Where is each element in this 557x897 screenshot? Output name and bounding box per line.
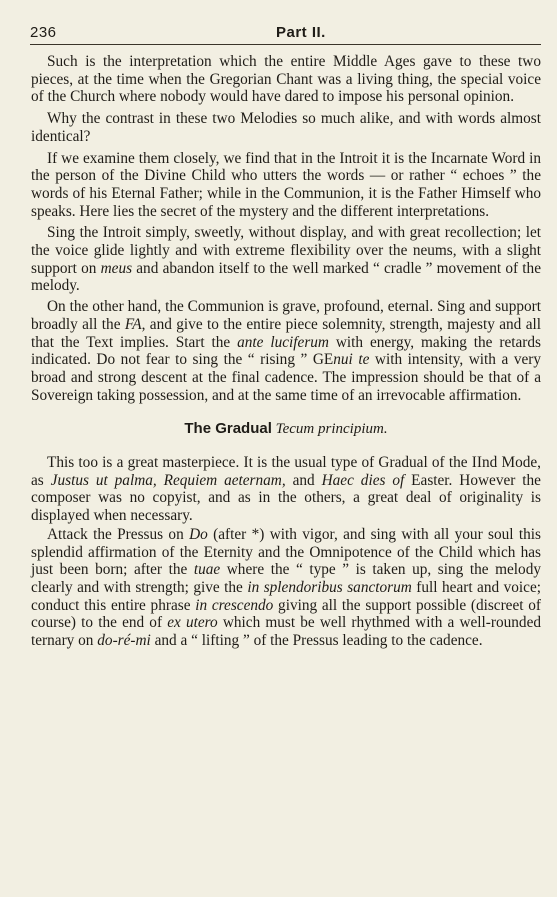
italic-text: in splendoribus sanctorum [247,578,412,596]
text-run: where the “ type ” is taken up, sing the melody clearly and with strength; give the [31,561,541,596]
header-rule [30,44,541,45]
section-heading [31,420,541,439]
part-title: Part II. [276,24,326,41]
body-text [31,53,541,650]
italic-text: do-ré-mi [97,632,151,650]
paragraph-group-2 [31,454,541,650]
section-heading-title: Tecum principium. [275,421,388,438]
paragraph [31,454,541,525]
paragraph [31,110,541,145]
text-run: Sing the Introit simply, sweetly, without display, and with great recollection; let the voice glide lightly and with extreme flexibility over the neums, with a slight support on [31,224,541,277]
italic-text: ante luciferum [237,333,329,351]
page-number: 236 [30,24,57,41]
text-run: , and give to the entire piece solemnity, strength, majesty and all that the Text implies. Start the [31,315,541,351]
text-run: and abandon itself to the well marked “ cradle ” movement of the melody. [31,259,541,295]
paragraph [31,526,541,650]
text-run: giving all the support possible (discreet of course) to the end of [31,596,541,632]
italic-text: ex utero [167,614,218,632]
text-run: and a “ lifting ” of the Pressus leading to the cadence. [150,632,483,650]
text-run: Such is the interpretation which the entire Middle Ages gave to these two pieces, at the time when the Gregorian Chant was a living thing, the special voice of the Church where nobody would have dared to impose his personal opinion. [31,53,541,106]
text-run: If we examine them closely, we find that in the Introit it is the Incarnate Word in the person of the Divine Child who utters the words — or rather “ echoes ” the words of his Eternal Father; while in the Communion, it is the Father Himself who speaks. Here lies the secret of the mystery and the different interpretations. [31,149,541,220]
italic-text: Do [189,525,208,543]
text-run: full heart and voice; conduct this entire phrase [31,578,541,614]
text-run: On the other hand, the Communion is grave, profound, eternal. Sing and support broadly all the [31,298,541,333]
text-run: with energy, making the retards indicated. Do not fear to sing the “ rising ” GE [31,333,541,369]
italic-text: tuae [193,561,221,579]
text-run: (after *) with vigor, and sing with all your soul this splendid affirmation of the Eternity and the Omnipotence of the Child which has just been born; after the [31,525,541,579]
section-heading-label: The Gradual [184,420,272,438]
italic-text: nui te [333,351,370,369]
running-header [30,22,541,44]
paragraph [31,298,541,404]
text-run: This too is a great masterpiece. It is the usual type of Gradual of the IInd Mode, as [31,454,541,489]
paragraph [31,224,541,295]
text-run: Attack the Pressus on [47,525,190,543]
italic-text: FA [124,315,142,333]
paragraph [31,150,541,221]
italic-text: Justus ut palma, Requiem aeternam, [50,471,286,489]
text-run: with intensity, with a very broad and strong descent at the final cadence. The impression should be that of a Sovereign taking possession, and at the same time of an irrevocable affirmation. [31,351,541,404]
text-run: Easter. However the composer was no copyist, and as in the others, a great deal of originality is displayed when necessary. [31,471,541,525]
text-run: Why the contrast in these two Melodies so much alike, and with words almost identical? [31,110,541,145]
italic-text: in crescendo [195,596,274,614]
text-run: which must be well rhythmed with a well-rounded ternary on [31,614,542,650]
italic-text: Haec dies of [321,471,405,489]
text-run: and [285,471,322,489]
italic-text: meus [100,259,133,277]
paragraph-group-1 [31,53,541,404]
paragraph [31,53,541,106]
